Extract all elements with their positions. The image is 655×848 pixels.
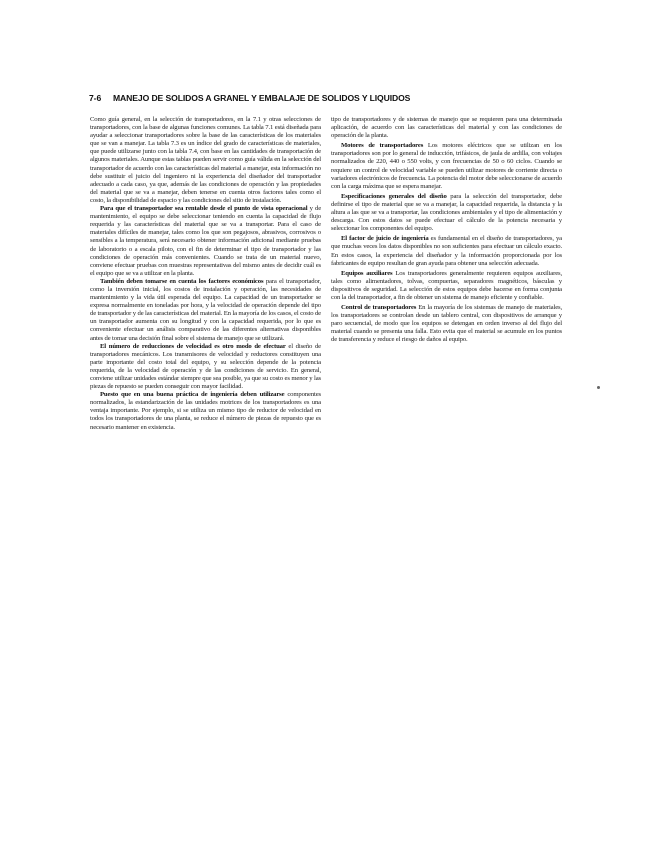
paragraph — [331, 304, 562, 344]
run-in-heading: El número de reducciones de velocidad es otro modo de efectuar — [100, 342, 286, 350]
paragraph-text: para la selección del transportador, debe definirse el tipo de material que se va a manejar, la capacidad requerida, la distancia y la altura a las que se va a transportar, las condiciones ambientales y el tipo de alimentación y descarga. Con estos datos se puede efectuar el cálculo de la potencia necesaria y seleccionar los componentes del equipo. — [331, 192, 562, 233]
run-in-heading: Puesto que en una buena práctica de ingeniería deben utilizarse — [100, 391, 285, 399]
left-text-column — [90, 116, 321, 721]
run-in-heading: Especificaciones generales del diseño — [341, 192, 447, 200]
running-title: MANEJO DE SOLIDOS A GRANEL Y EMBALAJE DE SOLIDOS Y LIQUIDOS — [113, 93, 411, 103]
page-number: 7-6 — [89, 93, 102, 103]
paragraph — [90, 116, 321, 205]
run-in-heading: El factor de juicio de ingeniería — [341, 235, 429, 243]
paragraph — [90, 205, 321, 278]
run-in-heading: Para que el transportador sea rentable desde el punto de vista operacional — [100, 205, 308, 213]
run-in-heading: Equipos auxiliares — [341, 269, 393, 277]
paragraph — [331, 193, 562, 233]
paragraph-text: tipo de transportadores y de sistemas de manejo que se requieren para una determinada aplicación, de acuerdo con las características del material y con las condiciones de operación de la planta. — [331, 116, 562, 140]
paragraph-text: En la mayoría de los sistemas de manejo de materiales, los transportadores se controlan desde un tablero central, con dispositivos de arranque y paro secuencial, de modo que los equipos se detengan en orden inverso al del flujo del material cuando se presenta una falla. Esto evita que el material se acumule en los puntos de transferencia y reduce el riesgo de daños al equipo. — [331, 304, 562, 344]
run-in-heading: Control de transportadores — [341, 304, 417, 312]
paragraph — [331, 116, 562, 140]
paragraph — [90, 391, 321, 431]
paragraph-text: componentes normalizados, la estandarización de las unidades motrices de los transportadores es una ventaja importante. Por ejemplo, si se utiliza un mismo tipo de reductor de velocidad en todos los transportadores de una planta, se reduce el número de piezas de repuesto que es necesario mantener en existencia. — [90, 391, 321, 431]
paragraph — [331, 270, 562, 302]
paragraph-text: para el transportador, como la inversión inicial, los costos de instalación y operación, las necesidades de mantenimiento y la vida útil esperada del equipo. La capacidad de un transportador se expresa normalmente en toneladas por hora, y la velocidad de operación depende del tipo de transportador y de las características del material. En la mayoría de los casos, el costo de un transportador aumenta con su longitud y con la capacidad requerida, por lo que es conveniente efectuar un análisis comparativo de las diferentes alternativas disponibles antes de tomar una decisión final sobre el sistema de manejo que se utilizará. — [90, 277, 321, 342]
right-text-column — [331, 116, 562, 729]
paragraph-text: es fundamental en el diseño de transportadores, ya que muchas veces los datos disponibles no son suficientes para efectuar un cálculo exacto. En estos casos, la experiencia del diseñador y la información proporcionada por los fabricantes de equipo resultan de gran ayuda para obtener una selección adecuada. — [331, 235, 562, 267]
paragraph — [90, 278, 321, 343]
paragraph-text: el diseño de transportadores mecánicos. Los transmisores de velocidad y reductores constituyen una parte importante del costo total del equipo, y su selección depende de la potencia requerida, de la velocidad de operación y de las condiciones de servicio. En general, conviene utilizar unidades estándar siempre que sea posible, ya que su costo es menor y las piezas de repuesto se pueden conseguir con mayor facilidad. — [90, 342, 321, 391]
scan-speck — [597, 386, 600, 389]
run-in-heading: Motores de transportadores — [341, 142, 424, 150]
running-header — [89, 93, 569, 105]
paragraph-text: Los transportadores generalmente requieren equipos auxiliares, tales como alimentadores, tolvas, compuertas, separadores magnéticos, básculas y dispositivos de seguridad. La selección de estos equipos debe hacerse en forma conjunta con la del transportador, a fin de obtener un sistema de manejo eficiente y confiable. — [331, 269, 562, 301]
paragraph-text: y de mantenimiento, el equipo se debe seleccionar teniendo en cuenta la capacidad de flujo requerida y las características del material que se va a transportar. Para el caso de materiales difíciles de manejar, tales como los que son pegajosos, abrasivos, corrosivos o sensibles a la temperatura, será necesario obtener información adicional mediante pruebas de laboratorio o a escala piloto, con el fin de determinar el tipo de transportador y las condiciones de operación más convenientes. Cuando se trata de un material nuevo, conviene efectuar pruebas con muestras representativas del mismo antes de decidir cuál es el equipo que se va a utilizar en la planta. — [90, 205, 321, 277]
paragraph — [90, 343, 321, 392]
paragraph — [331, 235, 562, 267]
paragraph — [331, 142, 562, 191]
paragraph-text: Los motores eléctricos que se utilizan en los transportadores son por lo general de inducción, trifásicos, de jaula de ardilla, con voltajes normalizados de 220, 440 o 550 volts, y con frecuencias de 50 o 60 ciclos. Cuando se requiere un control de velocidad variable se pueden utilizar motores de corriente directa o variadores electrónicos de frecuencia. La potencia del motor debe seleccionarse de acuerdo con la carga máxima que se espera manejar. — [331, 142, 562, 190]
paragraph-text: Como guía general, en la selección de transportadores, en la 7.1 y otras selecciones de transportadores, con la base de algunas funciones comunes. La tabla 7.1 está diseñada para ayudar a seleccionar transportadores sobre la base de las características de los materiales que se van a manejar. La tabla 7.3 es un índice del grado de características de materiales, que puede utilizarse junto con la tabla 7.4, con base en las cantidades de transportación de algunos materiales. Aunque estas tablas pueden servir como guía válida en la selección del transportador de acuerdo con las características del material a manejar, esta información no debe sustituir el juicio del ingeniero ni la experiencia del diseñador del transportador adecuado a cada caso, ya que, además de las condiciones de operación y las propiedades del material que se va a manejar, deben tenerse en cuenta otros factores tales como el costo, la disponibilidad de espacio y las condiciones del sitio de instalación. — [90, 116, 321, 204]
run-in-heading: También deben tomarse en cuenta los factores económicos — [100, 277, 264, 285]
